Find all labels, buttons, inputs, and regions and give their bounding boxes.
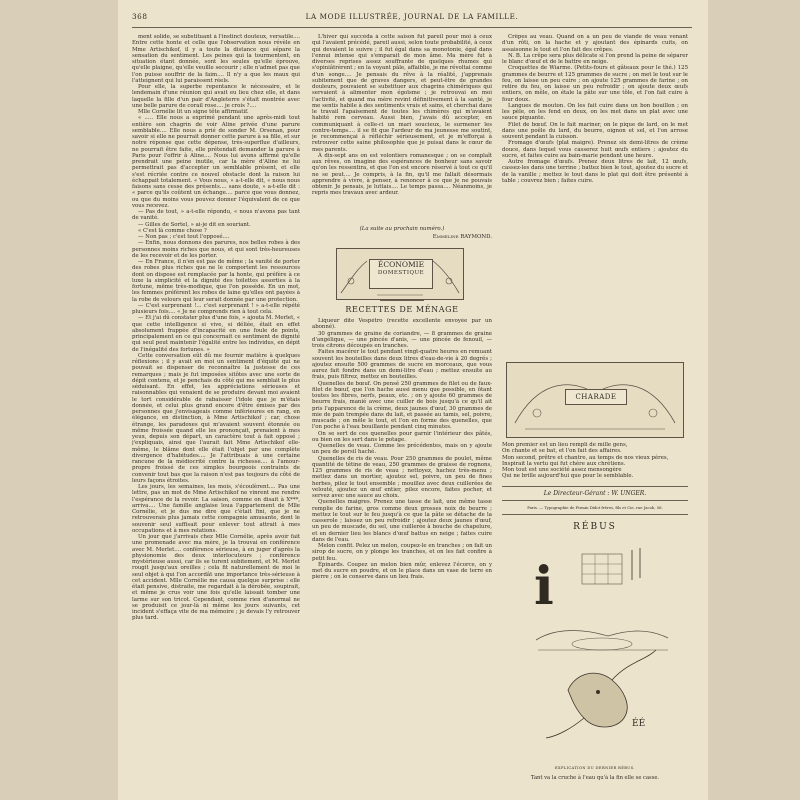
- paragraph: 30 grammes de graine de coriandre, — 8 grammes de graine d'angélique, — une pincée d'anis, — une pincée de fenouil, — trois citrons découpés en tranches.: [312, 330, 492, 349]
- paragraph: Pour elle, la superbe repentance le nécessaire, et le lendemain d'une réunion qui avait eu lieu chez elle, et dans laquelle la fille d'un pair d'Angleterre s'était montrée avec une belle parure de corail rose.... je crois ?....: [132, 84, 300, 109]
- paragraph: Croquettes de Wiarme. (Petits-fours et gâteaux pour le thé.) 125 grammes de beurre et 125 grammes de sucre ; on met le tout sur le feu, on laisse un peu cuire ; on ajoute 125 grammes de farine ; on retire du feu, on laisse un peu refroidir ; on ajoute deux œufs entiers, on mêle, on étale la pâte sur une tôle, et l'on fait cuire à four doux.: [502, 65, 688, 103]
- rebus-illustration-icon: [528, 540, 674, 750]
- paragraph: L'hiver qui succéda à cette saison fut pareil pour moi à ceux qui l'avaient précédé, pareil aussi, selon toute probabilité, à ceux qui devaient le suivre ; il fut égal dans sa monotonie, égal dans l'ennui intense qui s'emparait de mon âme. Ma mère fut à diverses reprises assez souffrante de quelques rhumes qui s'opiniâtrèrent ; en la voyant pâle, affaiblie, je me révoltai comme d'un songe.... Je pensais du rêve à la réalité, j'apprenais subitement que de graves dangers, et peut-être de grandes douleurs, pouvaient se substituer aux chagrins chimériques qui servaient à alimenter mon égoïsme ; je retrouvai en moi l'activité, et quand ma mère revint définitivement à la santé, je me sentis habile à des sentiments vrais et sains, et cherchai dans le travail l'apaisement de toutes les chimères qui m'avaient habité rem cerveau. Aussi bien, j'avais dû accepter, en communiquant à celle-ci un mari soucieux, le surmener les contre-temps.... il se fit que l'ardeur de ma jeunesse me soutint, je recommençai à réfléchir sérieusement, et je m'efforçai à retrouver cette saine philosophie que je puisai dans le cœur de mes parents.: [312, 34, 492, 153]
- printer-rule: [502, 500, 688, 501]
- charade-line: Inspirait la vertu qui fut chère aux chrétiens.: [502, 460, 626, 467]
- column-1-text: [132, 34, 300, 788]
- rebus-explanation: Tant va la cruche à l'eau qu'à la fin elle se casse.: [530, 775, 660, 781]
- paragraph: ment solide, se substituant à l'instinct douteux, versatile.... Entre cette honte et celle que l'observation nous révèle en Mme Artischikof, il y a toute la distance qui sépare la sensation du sentiment. Les peines qui la tourmentent, en situation étant donnée, sont les seules qu'elle éprouve, qu'elle plaigne, qu'elle veuille secourir ; elle n'admet pas que l'on puisse souffrir de la faim.... Il n'y a que les maux qui l'atteignent qui lui paraissent réels.: [132, 34, 300, 84]
- director-rule: [502, 486, 688, 487]
- paragraph: — Pas de tout, » a-t-elle répondu, « nous n'avons pas tant de vanité.: [132, 209, 300, 222]
- charade-label: CHARADE: [565, 389, 627, 405]
- paragraph: — Gilles de Sortel, » ai-je dit en souriant.: [138, 221, 251, 228]
- economie-domestique-vignette: [336, 248, 464, 300]
- charade-line: On chante et se bat, et l'on fait des affaires.: [502, 448, 622, 455]
- charade-line: Qui ne brille aujourd'hui que pour le semblable.: [502, 473, 634, 480]
- director-line: Le Directeur-Gérant : W. UNGER.: [543, 490, 647, 497]
- paragraph: « C'est là comme chose ?: [138, 227, 207, 234]
- paragraph: — En France, il n'en est pas de même ; la vanité de porter des robes plus riches que ne le comportent les ressources dont on dispose est remplacée par la honte, qui préfère à ce luxe la simplicité et la dignité des toilettes assorties à la fortune, même très-modique, que l'on possède. En un mot, les femmes préfèrent les robes de laine qu'elles ont payées à la robe de velours qui leur serait donnée par une protection.: [132, 259, 300, 303]
- domestique-title: DOMESTIQUE: [377, 270, 425, 276]
- economie-label: [369, 259, 433, 289]
- svg-text:ÉÉ: ÉÉ: [632, 719, 646, 729]
- paragraph: Quenelles de ris de veau. Pour 250 grammes de poulet, même quantité de tétine de veau, 250 grammes de graisse de rognons, 125 grammes de ris de veau ; nettoyez, hachez très-menu ; mettez dans un mortier, ajoutez sel, poivre, un peu de fines herbes, pilez le tout ensemble ; mouillez avec deux cuillerées de velouté, ajoutez un œuf entier, pilez encore, faites pocher, et servez avec une sauce au choix.: [312, 455, 492, 499]
- rebus-title: RÉBUS: [573, 522, 617, 532]
- paragraph: — Enfin, nous donnons des parures, nos belles robes à des personnes moins riches que nous, et qui sont très-heureuses de les recevoir et de les porter.: [132, 240, 300, 259]
- charade-line: Mon second, prêtre et chantre, au temps de nos vieux pères,: [502, 454, 669, 461]
- page-header: [132, 12, 692, 26]
- paragraph: Fromage d'œufs (plat maigre). Prenez six demi-litres de crème douce, dans lequel vous casserez huit œufs entiers ; ajoutez du sucre, et faites cuire au bain-marie pendant une heure.: [502, 140, 688, 159]
- charade-line: Mon premier est un lieu rempli de mille gens,: [502, 442, 628, 448]
- paragraph: — Non pas ; c'est tout l'opposé....: [138, 234, 230, 240]
- column-2-text: [312, 34, 492, 236]
- paragraph: Liqueur dite Vespétro (recette excellente envoyée par un abonné).: [312, 318, 492, 331]
- paragraph: — C'est surprenant !... c'est surprenant ! » a-t-elle répété plusieurs fois.... « Je ne comprends rien à tout cela.: [132, 302, 300, 315]
- paragraph: Melon confit. Pelez un melon, coupez-le en tranches ; on fait un sirop de sucre, on y plonge les tranches, et on les fait confire à petit feu.: [312, 543, 492, 562]
- paragraph: Cette conversation eût dû me fournir matière à quelques réflexions ; il y avait en moi un sentiment d'équité qui ne pouvait se dispenser de reconnaître la justesse de ces remarques ; mais je fut imposées sitôtes avec une sorte de dépit contenu, et je penchais du côté qui me semblait le plus séduisant. En effet, les appréciations sérieuses et raisonnables qui venaient de se produire devant moi avaient le tort considérable de rabaisser l'idole que je m'étais donnée, et celui plus grand encore d'être émises par des personnes que j'envisageais comme inférieures en rang, en élégance, en distinction, à Mme Artischikof ; car, chose étrange, les paradoxes qui m'avaient souvent étonnée ou même froissée quand elle les prononçait, prenaient à mes yeux, depuis son départ, un caractère tout à fait opposé ; j'expliquais, ainsi que l'aurait fait Mme Artischikof elle-même, le blâme dont elle était l'objet par une complète divergence d'habitudes.... Je l'attribuais à une certaine rancune de la médiocrité contre la richesse.... à l'amour-propre froissé de ces simples bourgeois contraints de convenir tout bas que la raison n'est pas toujours du côté de leurs façons étroites.: [132, 352, 300, 484]
- journal-title: LA MODE ILLUSTRÉE, JOURNAL DE LA FAMILLE.: [305, 12, 519, 21]
- economie-title: ÉCONOMIE: [377, 260, 425, 269]
- rebus-explanation-label: EXPLICATION DU DERNIER RÉBUS.: [555, 766, 635, 770]
- title-rule: [380, 300, 424, 301]
- story-footer: [312, 226, 492, 240]
- svg-text:i: i: [534, 556, 554, 617]
- printer-line: Paris. — Typographie de Firmin Didot frères, fils et Cie, rue Jacob, 56.: [527, 505, 663, 510]
- paragraph: Quenelles maigres. Prenez une tasse de lait, une même tasse remplie de farine, gros comme deux grosses noix de beurre ; mettez le tout sur le feu jusqu'à ce que la pâte se détache de la casserole ; laissez un peu refroidir ; ajoutez deux jaunes d'œuf, un peu de muscade, du sel, une cuillerée à bouche de chapelure, et en dernier lieu les blancs d'œuf battus en neige ; faites cuire dans de l'eau.: [312, 499, 492, 543]
- charade-vignette: [506, 362, 684, 438]
- rebus-rule: [502, 514, 688, 515]
- recettes-title: RECETTES DE MÉNAGE: [345, 305, 459, 314]
- paragraph: On se sert de ces quenelles pour garnir l'intérieur des pâtés, ou bien on les sert dans le potage.: [312, 430, 492, 443]
- paragraph: « ..... Elle nous a exprimé pendant une après-midi tout entière son chagrin de voir Aline privée d'une parure semblable.... Elle nous a prié de sonder M. Orsenan, pour savoir si elle ne pourrait donner cette parure à sa fille, et sur notre réponse que cette dépense, très-superflue d'ailleurs, ne pourrait être faite, elle prétendait demander la parure à Paris pour l'offrir à Aline.... Nous lui avons affirmé qu'elle prendrait une peine inutile, car la mère d'Aline ne lui permettrait pas d'accepter un semblable présent, et elle s'est récriée contre ce nouvel obstacle dont la raison lui échappait totalement. « Vous nous, » a-t-elle dit, « nous nous faisons sans cesse des présents.... sans doute, » a-t-elle dit : « parce qu'ils coûtent un échange.... parce que vous donnez, ou que du moins vous pouvez donner l'équivalent de ce que vous recevez.: [132, 115, 300, 209]
- charade-text: [502, 442, 688, 480]
- recettes-text: [312, 318, 492, 788]
- continued-note: (La suite au prochain numéro.): [359, 226, 445, 232]
- paragraph: Autre fromage d'œufs. Prenez deux litres de lait, 12 œufs, cassez-les dans une terrine ; battez bien le tout, ajoutez du sucre et de la vanille ; mettez le tout dans le plat qui doit être présenté à table ; couvrez bien ; faites cuire.: [502, 159, 688, 184]
- paragraph: Crêpes au veau. Quand on a un peu de viande de veau venant d'un rôti, on la hache et y ajoutant des épinards cuits, on assaisonne le tout et l'on fait des crêpes.: [502, 34, 688, 53]
- paragraph: Les jours, les semaines, les mois, s'écoulèrent.... Pas une lettre, pas un mot de Mme Artischikof ne vinrent me rendre l'espérance de la revoir. La saison, comme on disait à X***, arriva.... Une famille anglaise loua l'appartement de Mlle Cornélie, et je dus me dire que c'était fini, que je ne retrouverais plus jamais cette compagnie amusante, dont le souvenir seul suffisait pour enlever tout attrait à mes occupations et à mes relations.: [132, 484, 300, 534]
- paragraph: — Et j'ai dû constater plus d'une fois, » ajouta M. Merlet, « que cette intelligence si vive, si déliée, était en effet absolument frappée d'incapacité en une foule de points, principalement en ce qui concernait ce sentiment de dignité qui seul peut maintenir l'égalité entre les individus, en dépit de l'inégalité des fortunes. »: [132, 315, 300, 353]
- journal-page: [118, 0, 708, 800]
- paragraph: Quenelles de veau. Comme les précédentes, mais on y ajoute un peu de persil haché.: [312, 443, 492, 456]
- column-3-text: [502, 34, 688, 366]
- paragraph: Un jour que j'arrivais chez Mlle Cornélie, après avoir fait une promenade avec ma mère, je la trouvai en conférence avec M. Merlet.... conférence sérieuse, à en juger d'après la physionomie des deux interlocuteurs ; conférence mystérieuse aussi, car ils se turent subitement, et M. Merlet rougit jusqu'aux oreilles ; cela fit naturellement de moi le seul objet à qui l'on accordât une importance très-sérieuse à cet accident. Mlle Cornélie me causa quelque surprise : elle était pensive, distraite, me regardait à la dérobée, soupirait, et même je crus voir une fois qu'elle laissait tomber une larme sur son tricot. Cependant, comme rien d'anormal ne se produisit ce jour-là ni même les jours suivants, cet incident s'effaça vite de ma mémoire ; je devais l'y retrouver plus tard.: [132, 534, 300, 622]
- paragraph: Faites macérer le tout pendant vingt-quatre heures en remuant souvent les bouteilles dans deux litres d'eau-de-vie à 20 degrés ; ajoutez ensuite 500 grammes de sucre en morceaux, que vous aurez fait fondre dans un demi-litre d'eau ; mettez ensuite au frais, puis filtrez, mettez en bouteilles.: [312, 349, 492, 381]
- charade-line: Mon tout est une société assez mensongère: [502, 467, 622, 473]
- paragraph: Épinards. Coupez un melon bien mûr, enlevez l'écorce, on y met du sucre en poudre, et on le place dans un vase de terre en pierre ; on le conserve dans un lieu frais.: [312, 561, 492, 581]
- header-rule: [132, 27, 692, 28]
- paragraph: N. B. La crêpe sera plus délicate si l'on prend la peine de séparer le blanc d'œuf et de le battre en neige.: [502, 52, 688, 65]
- author-signature: Emmeline RAYMOND.: [432, 234, 492, 240]
- paragraph: Mlle Cornélie lit un signe tête affirmatif.: [138, 109, 249, 115]
- page-number: 368: [132, 12, 148, 21]
- paragraph: Quenelles de bœuf. On pensé 250 grammes de filet ou de faux-filet de bœuf, que l'on hache aussi menu que possible, en ôtant toutes les fibres, nerfs, peaux, etc. ; on y ajoute 60 grammes de beurre frais, manié avec une cuiller de bois jusqu'à ce qu'il ait pris l'apparence de la crème, deux jaunes d'œuf, 30 grammes de mie de pain trempée dans du lait, et passée au tamis, sel, poivre, muscade ; on mêle le tout, et l'on en forme des quenelles, que l'on poche à l'eau bouillante pendant cinq minutes.: [312, 380, 492, 431]
- paragraph: Filet de bœuf. On le fait mariner, on le pique de lard, on le met dans une poêle du lard, du beurre, oignon et sel, et l'on arrose souvent pendant la cuisson.: [502, 121, 688, 140]
- paragraph: À dix-sept ans on est volontiers romanesque ; on se complaît aux rêves, on imagine des espérances de bonheur sans savoir qu'on les ressentira, et que l'on est encore réservé à tout ce qu'il ne se peut.... Je compris, à la fin, qu'il me fallait désormais apprendre à vivre, à penser, à renoncer à ce que je ne pouvais obtenir. Je pensais, je luttais.... Le temps passa.... Néanmoins, je repris mes travaux avec ardeur.: [312, 152, 492, 197]
- paragraph: Langues de mouton. On les fait cuire dans un bon bouillon ; on les pèle, on les fend en deux, on les met dans un plat avec une sauce piquante.: [502, 102, 688, 122]
